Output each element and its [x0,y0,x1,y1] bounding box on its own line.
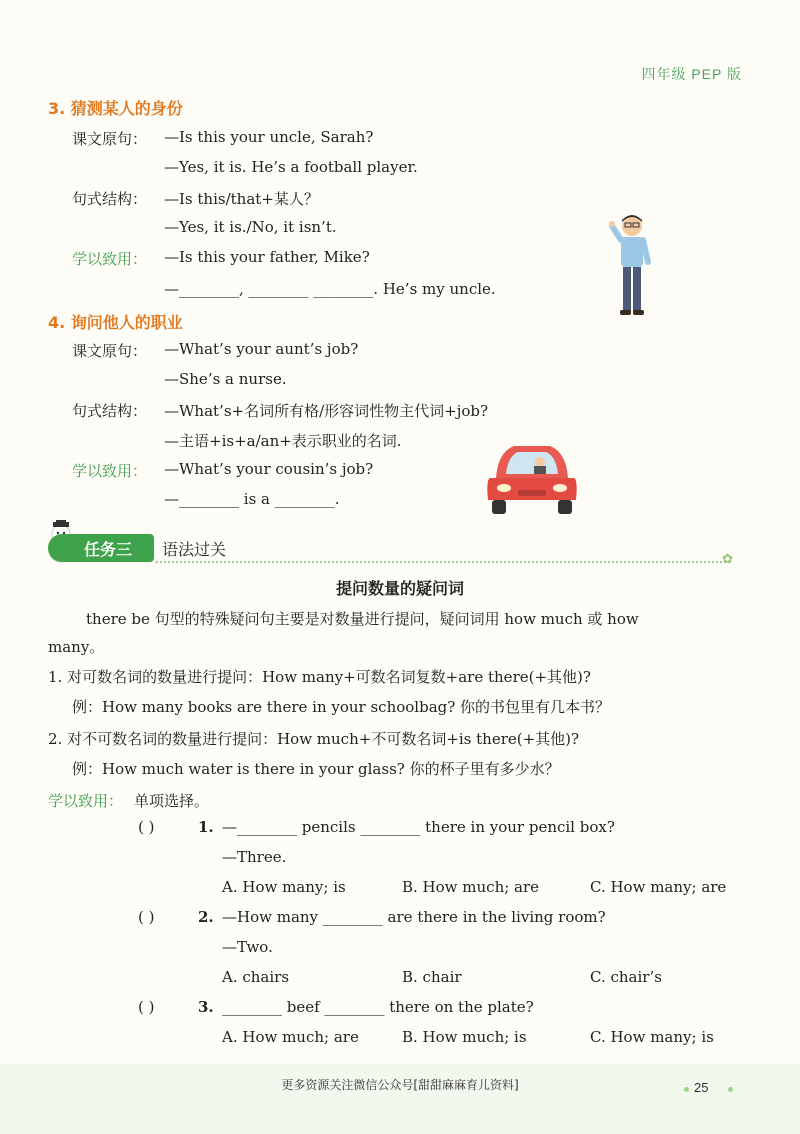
s4-text-5: —What’s your cousin’s job? [164,460,374,478]
q3-paren[interactable]: ( ) [138,998,155,1016]
grammar-example-1: 例：How many books are there in your schoolbag? 你的书包里有几本书？ [72,698,611,716]
s3-label-5: 学以致用： [72,250,148,268]
s4-text-2: —She’s a nurse. [164,370,287,388]
s3-text-4: —Yes, it is./No, it isn’t. [164,218,337,236]
q3-option-c[interactable]: C. How many; is [590,1028,714,1046]
s4-text-6: —________ is a ________. [164,490,340,508]
q1-option-c[interactable]: C. How many; are [590,878,727,896]
grammar-point-1: 1. 对可数名词的数量进行提问：How many+可数名词复数+are there(+其他)? [48,668,591,686]
task-name: 语法过关 [162,540,227,559]
q2-paren[interactable]: ( ) [138,908,155,926]
s3-text-6: —________, ________ ________. He’s my uncle. [164,280,496,298]
car-illustration [484,438,580,518]
s4-label-5: 学以致用： [72,462,148,480]
footer-text: 更多资源关注微信公众号[甜甜麻麻育儿资料] [281,1078,519,1092]
s4-text-1: —What’s your aunt’s job? [164,340,359,358]
s4-label-1: 课文原句： [72,342,148,360]
s3-label-1: 课文原句： [72,130,148,148]
q1-answer-line: —Three. [222,848,287,866]
q2-option-a[interactable]: A. chairs [222,968,290,986]
grammar-intro-2: many。 [48,638,105,656]
q1-paren[interactable]: ( ) [138,818,155,836]
banner-divider [156,561,722,563]
page-number: 25 [694,1080,709,1095]
s4-text-4: —主语+is+a/an+表示职业的名词. [164,432,402,450]
edition-label: 四年级 PEP 版 [641,66,742,82]
man-illustration [606,212,658,320]
page-dot-right [728,1087,733,1092]
grammar-title: 提问数量的疑问词 [335,579,464,598]
s4-label-3: 句式结构： [72,402,148,420]
q1-option-a[interactable]: A. How many; is [222,878,346,896]
q3-number: 3. [198,998,214,1016]
s3-text-5: —Is this your father, Mike? [164,248,370,266]
grammar-intro-1: there be 句型的特殊疑问句主要是对数量进行提问，疑问词用 how much 或 how [86,610,639,628]
grammar-example-2: 例：How much water is there in your glass? 你的杯子里有多少水？ [72,760,560,778]
q2-number: 2. [198,908,214,926]
footer-band [0,1064,800,1134]
practice-text: 单项选择。 [134,792,210,810]
page-dot-left [684,1087,689,1092]
s3-text-1: —Is this your uncle, Sarah? [164,128,374,146]
flower-icon: ✿ [722,552,733,567]
q2-stem: —How many ________ are there in the living room? [222,908,606,926]
q2-answer-line: —Two. [222,938,273,956]
s3-text-2: —Yes, it is. He’s a football player. [164,158,418,176]
q3-stem: ________ beef ________ there on the plate? [222,998,534,1016]
section4-title: 4. 询问他人的职业 [48,313,183,332]
s3-label-3: 句式结构： [72,190,148,208]
s3-text-3: —Is this/that+某人？ [164,190,319,208]
q1-option-b[interactable]: B. How much; are [402,878,540,896]
s4-text-3: —What’s+名词所有格/形容词性物主代词+job? [164,402,489,420]
q3-option-b[interactable]: B. How much; is [402,1028,527,1046]
q2-option-b[interactable]: B. chair [402,968,462,986]
q1-number: 1. [198,818,214,836]
q3-option-a[interactable]: A. How much; are [222,1028,359,1046]
q1-stem: —________ pencils ________ there in your pencil box? [222,818,615,836]
task-badge: 任务三 [84,540,133,559]
section3-title: 3. 猜测某人的身份 [48,99,183,118]
q2-option-c[interactable]: C. chair’s [590,968,662,986]
practice-label: 学以致用： [48,792,124,810]
grammar-point-2: 2. 对不可数名词的数量进行提问：How much+不可数名词+is there(+其他)? [48,730,580,748]
